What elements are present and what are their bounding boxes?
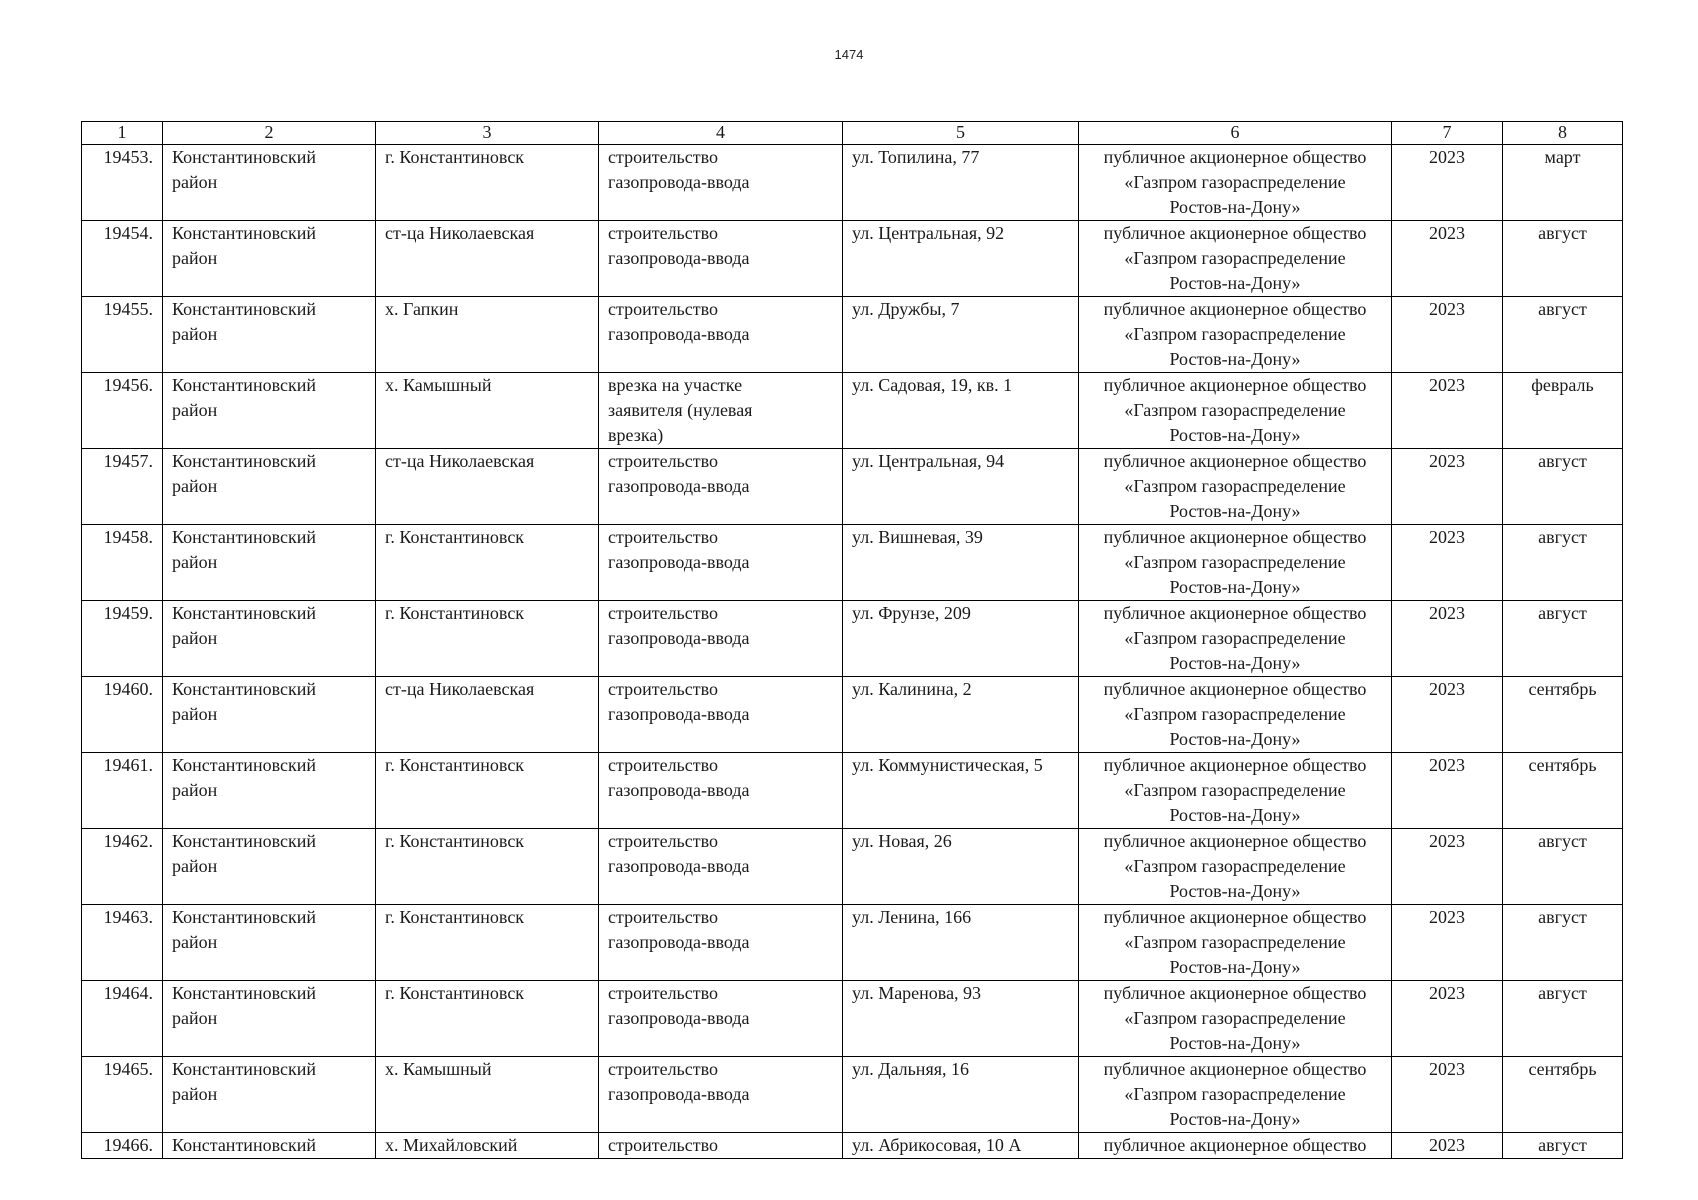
work-type-cell-line: заявителя (нулевая — [608, 400, 753, 420]
organization-cell-line: «Газпром газораспределение — [1124, 856, 1346, 876]
month-cell: август — [1503, 981, 1623, 1057]
work-type-cell — [599, 981, 843, 1057]
settlement-cell: г. Константиновск — [376, 829, 599, 905]
month-cell: сентябрь — [1503, 1057, 1623, 1133]
organization-cell-line: Ростов-на-Дону» — [1169, 805, 1301, 825]
row-number-cell: 19464. — [82, 981, 163, 1057]
organization-cell — [1079, 981, 1392, 1057]
work-type-cell — [599, 601, 843, 677]
district-cell-line: Константиновский — [172, 831, 316, 851]
work-type-cell-line: строительство — [608, 1135, 718, 1155]
district-cell — [163, 1057, 376, 1133]
organization-cell — [1079, 221, 1392, 297]
organization-cell-line: «Газпром газораспределение — [1124, 704, 1346, 724]
organization-cell-line: Ростов-на-Дону» — [1169, 349, 1301, 369]
row-number-cell: 19462. — [82, 829, 163, 905]
organization-cell-line: Ростов-на-Дону» — [1169, 957, 1301, 977]
table-row — [82, 753, 1623, 829]
month-cell: август — [1503, 525, 1623, 601]
work-type-cell-line: строительство — [608, 223, 718, 243]
district-cell — [163, 829, 376, 905]
organization-cell-line: «Газпром газораспределение — [1124, 476, 1346, 496]
organization-cell — [1079, 1057, 1392, 1133]
row-number-cell: 19460. — [82, 677, 163, 753]
organization-cell-line: «Газпром газораспределение — [1124, 780, 1346, 800]
work-type-cell-line: строительство — [608, 907, 718, 927]
organization-cell-line: публичное акционерное общество — [1103, 1135, 1367, 1155]
work-type-cell — [599, 525, 843, 601]
organization-cell-line: Ростов-на-Дону» — [1169, 729, 1301, 749]
work-type-cell-line: строительство — [608, 1059, 718, 1079]
settlement-cell: г. Константиновск — [376, 601, 599, 677]
year-cell: 2023 — [1392, 1133, 1503, 1159]
settlement-cell: г. Константиновск — [376, 145, 599, 221]
district-cell — [163, 373, 376, 449]
work-type-cell-line: строительство — [608, 451, 718, 471]
district-cell — [163, 221, 376, 297]
work-type-cell — [599, 829, 843, 905]
organization-cell-line: публичное акционерное общество — [1103, 755, 1367, 775]
district-cell — [163, 1133, 376, 1159]
work-type-cell — [599, 297, 843, 373]
table-row — [82, 677, 1623, 753]
district-cell — [163, 449, 376, 525]
address-cell: ул. Калинина, 2 — [843, 677, 1079, 753]
settlement-cell: г. Константиновск — [376, 525, 599, 601]
organization-cell-line: «Газпром газораспределение — [1124, 932, 1346, 952]
district-cell-line: район — [172, 856, 218, 876]
work-type-cell-line: строительство — [608, 983, 718, 1003]
work-type-cell-line: газопровода-ввода — [608, 172, 750, 192]
district-cell-line: Константиновский — [172, 603, 316, 623]
row-number-cell: 19455. — [82, 297, 163, 373]
organization-cell-line: публичное акционерное общество — [1103, 147, 1367, 167]
district-cell — [163, 145, 376, 221]
work-type-cell-line: строительство — [608, 831, 718, 851]
organization-cell-line: Ростов-на-Дону» — [1169, 425, 1301, 445]
district-cell-line: район — [172, 248, 218, 268]
year-cell: 2023 — [1392, 525, 1503, 601]
table-row — [82, 145, 1623, 221]
table-row — [82, 221, 1623, 297]
organization-cell-line: публичное акционерное общество — [1103, 299, 1367, 319]
work-type-cell-line: газопровода-ввода — [608, 704, 750, 724]
settlement-cell: г. Константиновск — [376, 981, 599, 1057]
row-number-cell: 19457. — [82, 449, 163, 525]
month-cell: март — [1503, 145, 1623, 221]
work-type-cell-line: строительство — [608, 299, 718, 319]
row-number-cell: 19459. — [82, 601, 163, 677]
organization-cell-line: публичное акционерное общество — [1103, 679, 1367, 699]
month-cell: август — [1503, 297, 1623, 373]
address-cell: ул. Фрунзе, 209 — [843, 601, 1079, 677]
organization-cell-line: Ростов-на-Дону» — [1169, 1109, 1301, 1129]
address-cell: ул. Центральная, 94 — [843, 449, 1079, 525]
table-row — [82, 905, 1623, 981]
district-cell-line: Константиновский — [172, 983, 316, 1003]
district-cell-line: Константиновский — [172, 451, 316, 471]
organization-cell — [1079, 145, 1392, 221]
table-row — [82, 981, 1623, 1057]
organization-cell-line: Ростов-на-Дону» — [1169, 1033, 1301, 1053]
month-cell: август — [1503, 829, 1623, 905]
organization-cell-line: «Газпром газораспределение — [1124, 628, 1346, 648]
address-cell: ул. Центральная, 92 — [843, 221, 1079, 297]
organization-cell-line: публичное акционерное общество — [1103, 603, 1367, 623]
organization-cell — [1079, 297, 1392, 373]
district-cell-line: Константиновский — [172, 147, 316, 167]
year-cell: 2023 — [1392, 905, 1503, 981]
organization-cell-line: «Газпром газораспределение — [1124, 172, 1346, 192]
district-cell-line: Константиновский — [172, 755, 316, 775]
table-row — [82, 1057, 1623, 1133]
column-header: 2 — [163, 122, 376, 145]
year-cell: 2023 — [1392, 221, 1503, 297]
work-type-cell-line: газопровода-ввода — [608, 248, 750, 268]
organization-cell-line: публичное акционерное общество — [1103, 223, 1367, 243]
page-number: 1474 — [834, 47, 864, 62]
month-cell: август — [1503, 221, 1623, 297]
district-cell-line: Константиновский — [172, 527, 316, 547]
address-cell: ул. Топилина, 77 — [843, 145, 1079, 221]
organization-cell-line: Ростов-на-Дону» — [1169, 881, 1301, 901]
table-row — [82, 525, 1623, 601]
work-type-cell — [599, 1133, 843, 1159]
organization-cell-line: публичное акционерное общество — [1103, 375, 1367, 395]
district-cell — [163, 677, 376, 753]
organization-cell — [1079, 905, 1392, 981]
table-header — [82, 122, 1623, 145]
organization-cell-line: «Газпром газораспределение — [1124, 248, 1346, 268]
district-cell — [163, 297, 376, 373]
work-type-cell — [599, 1057, 843, 1133]
address-cell: ул. Садовая, 19, кв. 1 — [843, 373, 1079, 449]
year-cell: 2023 — [1392, 297, 1503, 373]
year-cell: 2023 — [1392, 601, 1503, 677]
settlement-cell: х. Гапкин — [376, 297, 599, 373]
organization-cell-line: «Газпром газораспределение — [1124, 1008, 1346, 1028]
month-cell: сентябрь — [1503, 677, 1623, 753]
work-type-cell-line: строительство — [608, 603, 718, 623]
month-cell: август — [1503, 449, 1623, 525]
work-type-cell-line: газопровода-ввода — [608, 856, 750, 876]
settlement-cell: ст-ца Николаевская — [376, 221, 599, 297]
work-type-cell — [599, 145, 843, 221]
work-type-cell-line: газопровода-ввода — [608, 476, 750, 496]
table-row — [82, 373, 1623, 449]
month-cell: август — [1503, 905, 1623, 981]
district-cell — [163, 753, 376, 829]
address-cell: ул. Абрикосовая, 10 А — [843, 1133, 1079, 1159]
work-type-cell-line: газопровода-ввода — [608, 628, 750, 648]
work-type-cell-line: газопровода-ввода — [608, 780, 750, 800]
district-cell-line: район — [172, 400, 218, 420]
address-cell: ул. Маренова, 93 — [843, 981, 1079, 1057]
work-type-cell — [599, 373, 843, 449]
row-number-cell: 19461. — [82, 753, 163, 829]
row-number-cell: 19466. — [82, 1133, 163, 1159]
organization-cell — [1079, 373, 1392, 449]
organization-cell-line: публичное акционерное общество — [1103, 451, 1367, 471]
organization-cell — [1079, 449, 1392, 525]
work-type-cell-line: врезка на участке — [608, 375, 743, 395]
district-cell-line: Константиновский — [172, 1135, 316, 1155]
organization-cell — [1079, 829, 1392, 905]
column-header: 5 — [843, 122, 1079, 145]
table-row — [82, 449, 1623, 525]
settlement-cell: г. Константиновск — [376, 905, 599, 981]
organization-cell-line: публичное акционерное общество — [1103, 983, 1367, 1003]
year-cell: 2023 — [1392, 1057, 1503, 1133]
settlement-cell: ст-ца Николаевская — [376, 449, 599, 525]
organization-cell — [1079, 525, 1392, 601]
work-type-cell-line: газопровода-ввода — [608, 1008, 750, 1028]
district-cell — [163, 525, 376, 601]
row-number-cell: 19456. — [82, 373, 163, 449]
organization-cell-line: Ростов-на-Дону» — [1169, 273, 1301, 293]
settlement-cell: х. Камышный — [376, 373, 599, 449]
district-cell-line: район — [172, 704, 218, 724]
header-row — [82, 122, 1623, 145]
settlement-cell: х. Михайловский — [376, 1133, 599, 1159]
organization-cell-line: «Газпром газораспределение — [1124, 1084, 1346, 1104]
district-cell — [163, 905, 376, 981]
address-cell: ул. Коммунистическая, 5 — [843, 753, 1079, 829]
table-row — [82, 297, 1623, 373]
district-cell-line: Константиновский — [172, 223, 316, 243]
month-cell: август — [1503, 601, 1623, 677]
column-header: 3 — [376, 122, 599, 145]
district-cell-line: район — [172, 1084, 218, 1104]
organization-cell — [1079, 1133, 1392, 1159]
address-cell: ул. Дружбы, 7 — [843, 297, 1079, 373]
column-header: 8 — [1503, 122, 1623, 145]
year-cell: 2023 — [1392, 753, 1503, 829]
organization-cell-line: Ростов-на-Дону» — [1169, 653, 1301, 673]
year-cell: 2023 — [1392, 449, 1503, 525]
column-header: 1 — [82, 122, 163, 145]
work-type-cell-line: строительство — [608, 527, 718, 547]
district-cell-line: район — [172, 780, 218, 800]
work-type-cell — [599, 677, 843, 753]
work-type-cell-line: газопровода-ввода — [608, 1084, 750, 1104]
row-number-cell: 19454. — [82, 221, 163, 297]
settlement-cell: х. Камышный — [376, 1057, 599, 1133]
district-cell — [163, 601, 376, 677]
table-row — [82, 601, 1623, 677]
work-type-cell-line: строительство — [608, 147, 718, 167]
organization-cell — [1079, 601, 1392, 677]
column-header: 4 — [599, 122, 843, 145]
month-cell: август — [1503, 1133, 1623, 1159]
organization-cell-line: публичное акционерное общество — [1103, 831, 1367, 851]
year-cell: 2023 — [1392, 373, 1503, 449]
organization-cell-line: Ростов-на-Дону» — [1169, 577, 1301, 597]
district-cell-line: Константиновский — [172, 375, 316, 395]
district-cell-line: район — [172, 628, 218, 648]
table-row — [82, 1133, 1623, 1159]
district-cell-line: район — [172, 172, 218, 192]
work-type-cell — [599, 753, 843, 829]
district-cell-line: район — [172, 932, 218, 952]
address-cell: ул. Ленина, 166 — [843, 905, 1079, 981]
work-type-cell-line: газопровода-ввода — [608, 932, 750, 952]
district-cell-line: Константиновский — [172, 1059, 316, 1079]
year-cell: 2023 — [1392, 145, 1503, 221]
district-cell-line: район — [172, 1008, 218, 1028]
address-cell: ул. Новая, 26 — [843, 829, 1079, 905]
year-cell: 2023 — [1392, 981, 1503, 1057]
work-type-cell — [599, 221, 843, 297]
table-body — [82, 145, 1623, 1159]
district-cell-line: район — [172, 324, 218, 344]
organization-cell-line: Ростов-на-Дону» — [1169, 501, 1301, 521]
district-cell-line: Константиновский — [172, 299, 316, 319]
month-cell: февраль — [1503, 373, 1623, 449]
organization-cell-line: публичное акционерное общество — [1103, 527, 1367, 547]
district-cell-line: район — [172, 552, 218, 572]
organization-cell-line: Ростов-на-Дону» — [1169, 197, 1301, 217]
work-type-cell-line: газопровода-ввода — [608, 552, 750, 572]
column-header: 7 — [1392, 122, 1503, 145]
organization-cell — [1079, 677, 1392, 753]
organization-cell-line: «Газпром газораспределение — [1124, 400, 1346, 420]
work-type-cell-line: строительство — [608, 679, 718, 699]
work-type-cell — [599, 449, 843, 525]
table-row — [82, 829, 1623, 905]
organization-cell-line: публичное акционерное общество — [1103, 907, 1367, 927]
work-type-cell-line: газопровода-ввода — [608, 324, 750, 344]
row-number-cell: 19463. — [82, 905, 163, 981]
organization-cell — [1079, 753, 1392, 829]
organization-cell-line: публичное акционерное общество — [1103, 1059, 1367, 1079]
work-type-cell — [599, 905, 843, 981]
year-cell: 2023 — [1392, 829, 1503, 905]
registry-table — [81, 121, 1623, 1159]
row-number-cell: 19458. — [82, 525, 163, 601]
district-cell-line: Константиновский — [172, 907, 316, 927]
row-number-cell: 19453. — [82, 145, 163, 221]
organization-cell-line: «Газпром газораспределение — [1124, 324, 1346, 344]
work-type-cell-line: строительство — [608, 755, 718, 775]
address-cell: ул. Дальняя, 16 — [843, 1057, 1079, 1133]
work-type-cell-line: врезка) — [608, 425, 664, 445]
column-header: 6 — [1079, 122, 1392, 145]
settlement-cell: г. Константиновск — [376, 753, 599, 829]
district-cell-line: Константиновский — [172, 679, 316, 699]
settlement-cell: ст-ца Николаевская — [376, 677, 599, 753]
district-cell — [163, 981, 376, 1057]
month-cell: сентябрь — [1503, 753, 1623, 829]
district-cell-line: район — [172, 476, 218, 496]
organization-cell-line: «Газпром газораспределение — [1124, 552, 1346, 572]
year-cell: 2023 — [1392, 677, 1503, 753]
address-cell: ул. Вишневая, 39 — [843, 525, 1079, 601]
row-number-cell: 19465. — [82, 1057, 163, 1133]
